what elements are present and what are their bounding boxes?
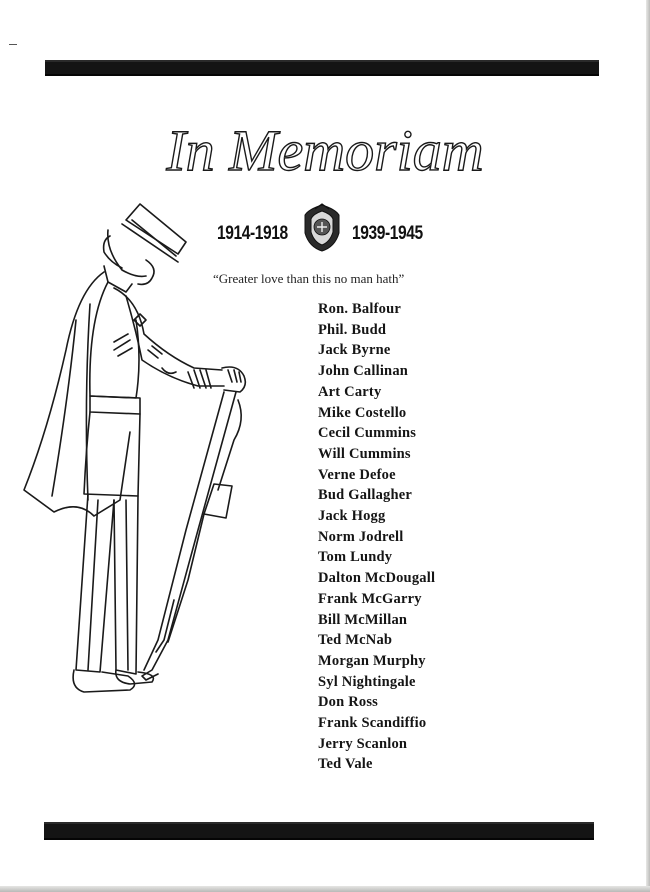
list-item: Bud Gallagher — [318, 487, 413, 504]
list-item: Morgan Murphy — [318, 652, 426, 669]
list-item: Tom Lundy — [318, 549, 393, 566]
list-item: Jerry Scanlon — [318, 735, 408, 752]
list-item: Ted Vale — [318, 756, 373, 773]
title-text: In Memoriam — [166, 118, 484, 183]
list-item: Jack Hogg — [318, 508, 386, 525]
list-item: Frank McGarry — [318, 590, 422, 607]
years-first-war: 1914-1918 — [217, 223, 288, 244]
regimental-crest-icon — [301, 203, 343, 253]
list-item: Dalton McDougall — [318, 570, 436, 587]
list-item: Syl Nightingale — [318, 673, 416, 690]
list-item: Norm Jodrell — [318, 528, 404, 545]
list-item: Ron. Balfour — [318, 301, 401, 317]
list-item: John Callinan — [318, 363, 409, 380]
top-rule — [45, 60, 599, 76]
page-title — [0, 112, 650, 192]
list-item: Jack Byrne — [318, 342, 391, 359]
list-item: Art Carty — [318, 383, 382, 400]
title-script — [125, 112, 525, 192]
margin-mark — [9, 44, 17, 45]
names-list — [318, 299, 435, 775]
page-edge-bottom — [0, 886, 650, 892]
list-item: Ted McNab — [318, 632, 393, 649]
years-second-war: 1939-1945 — [352, 223, 423, 244]
list-item: Will Cummins — [318, 445, 411, 462]
memorial-quote: “Greater love than this no man hath” — [213, 271, 405, 286]
list-item: Cecil Cummins — [318, 425, 417, 442]
list-item: Verne Defoe — [318, 466, 396, 483]
list-item: Bill McMillan — [318, 611, 408, 628]
list-item: Phil. Budd — [318, 321, 387, 338]
list-item: Mike Costello — [318, 404, 407, 421]
bottom-rule — [44, 822, 594, 840]
list-item: Frank Scandiffio — [318, 715, 427, 732]
page-edge-right — [646, 0, 650, 892]
list-item: Don Ross — [318, 694, 379, 711]
